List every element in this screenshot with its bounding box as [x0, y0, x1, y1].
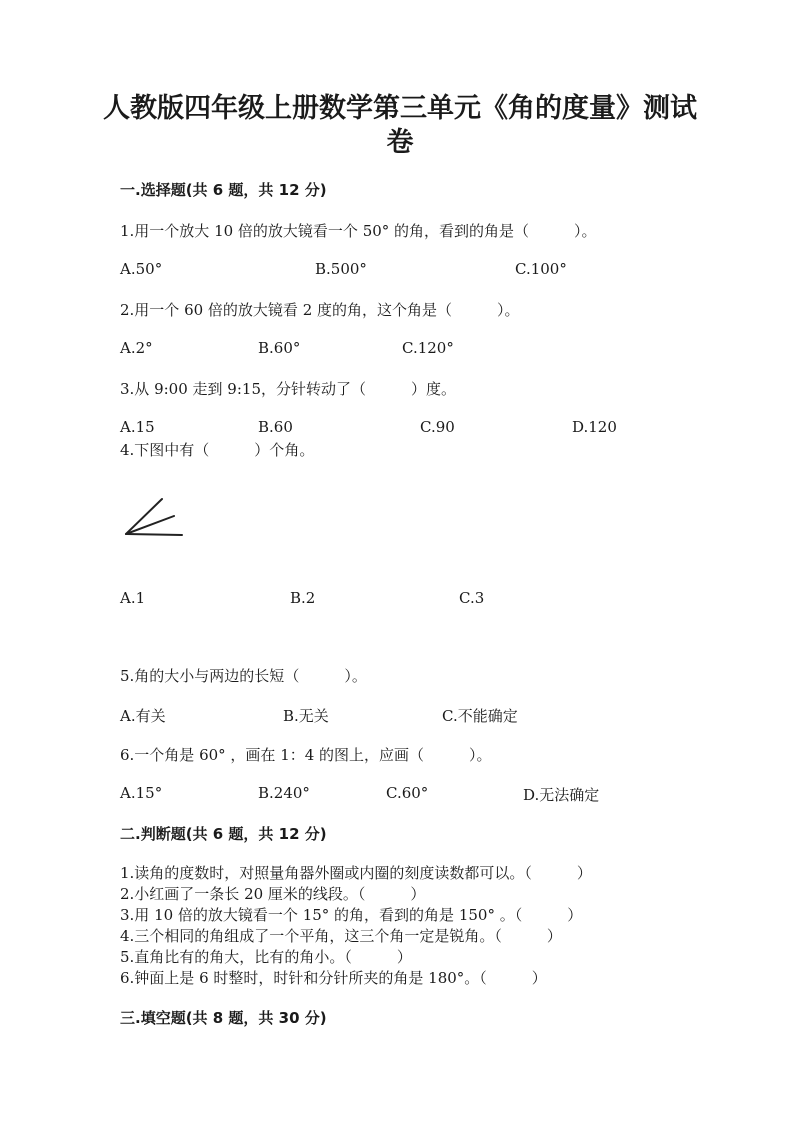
- page-title: [80, 92, 720, 160]
- option: B.无关: [283, 707, 329, 725]
- option: C.不能确定: [442, 707, 518, 725]
- option: A.50°: [120, 260, 163, 278]
- option: A.有关: [120, 707, 166, 725]
- judgement-item: 6.钟面上是 6 时整时，时针和分针所夹的角是 180°。（ ）: [120, 969, 547, 987]
- angle-figure: [118, 492, 190, 542]
- title-line-1: 人教版四年级上册数学第三单元《角的度量》测试: [103, 93, 697, 124]
- judgement-item: 3.用 10 倍的放大镜看一个 15° 的角，看到的角是 150° 。（ ）: [120, 906, 583, 924]
- judgement-item: 2.小红画了一条长 20 厘米的线段。（ ）: [120, 885, 426, 903]
- angle-ray-middle: [126, 516, 174, 534]
- option: B.2: [290, 589, 316, 607]
- angle-ray-top: [126, 499, 162, 534]
- option: B.60°: [258, 339, 301, 357]
- option: A.2°: [120, 339, 153, 357]
- section-heading-fill-blank: 三.填空题(共 8 题，共 30 分): [120, 1009, 327, 1027]
- section-heading-judgement: 二.判断题(共 6 题，共 12 分): [120, 825, 327, 843]
- option: A.15°: [120, 784, 163, 802]
- question-stem: 5.角的大小与两边的长短（ ）。: [120, 667, 367, 685]
- option: D.无法确定: [523, 786, 600, 804]
- title-line-2: 卷: [386, 127, 414, 158]
- option: B.500°: [315, 260, 367, 278]
- judgement-item: 4.三个相同的角组成了一个平角，这三个角一定是锐角。（ ）: [120, 927, 562, 945]
- option: C.3: [459, 589, 485, 607]
- question-stem: 4.下图中有（ ）个角。: [120, 441, 315, 459]
- question-stem: 2.用一个 60 倍的放大镜看 2 度的角，这个角是（ ）。: [120, 301, 520, 319]
- option: A.15: [120, 418, 155, 436]
- option: D.120: [572, 418, 617, 436]
- question-stem: 1.用一个放大 10 倍的放大镜看一个 50° 的角，看到的角是（ ）。: [120, 222, 597, 240]
- question-stem: 6.一个角是 60° ，画在 1：4 的图上，应画（ ）。: [120, 746, 492, 764]
- option: C.100°: [515, 260, 567, 278]
- option: A.1: [120, 589, 146, 607]
- judgement-item: 5.直角比有的角大，比有的角小。（ ）: [120, 948, 412, 966]
- question-stem: 3.从 9:00 走到 9:15，分针转动了（ ）度。: [120, 380, 456, 398]
- option: C.90: [420, 418, 455, 436]
- option: B.240°: [258, 784, 310, 802]
- option: C.120°: [402, 339, 454, 357]
- option: C.60°: [386, 784, 429, 802]
- angle-ray-bottom: [126, 534, 182, 535]
- option: B.60: [258, 418, 293, 436]
- section-heading-choice: 一.选择题(共 6 题，共 12 分): [120, 181, 327, 199]
- judgement-item: 1.读角的度数时，对照量角器外圈或内圈的刻度读数都可以。（ ）: [120, 864, 592, 882]
